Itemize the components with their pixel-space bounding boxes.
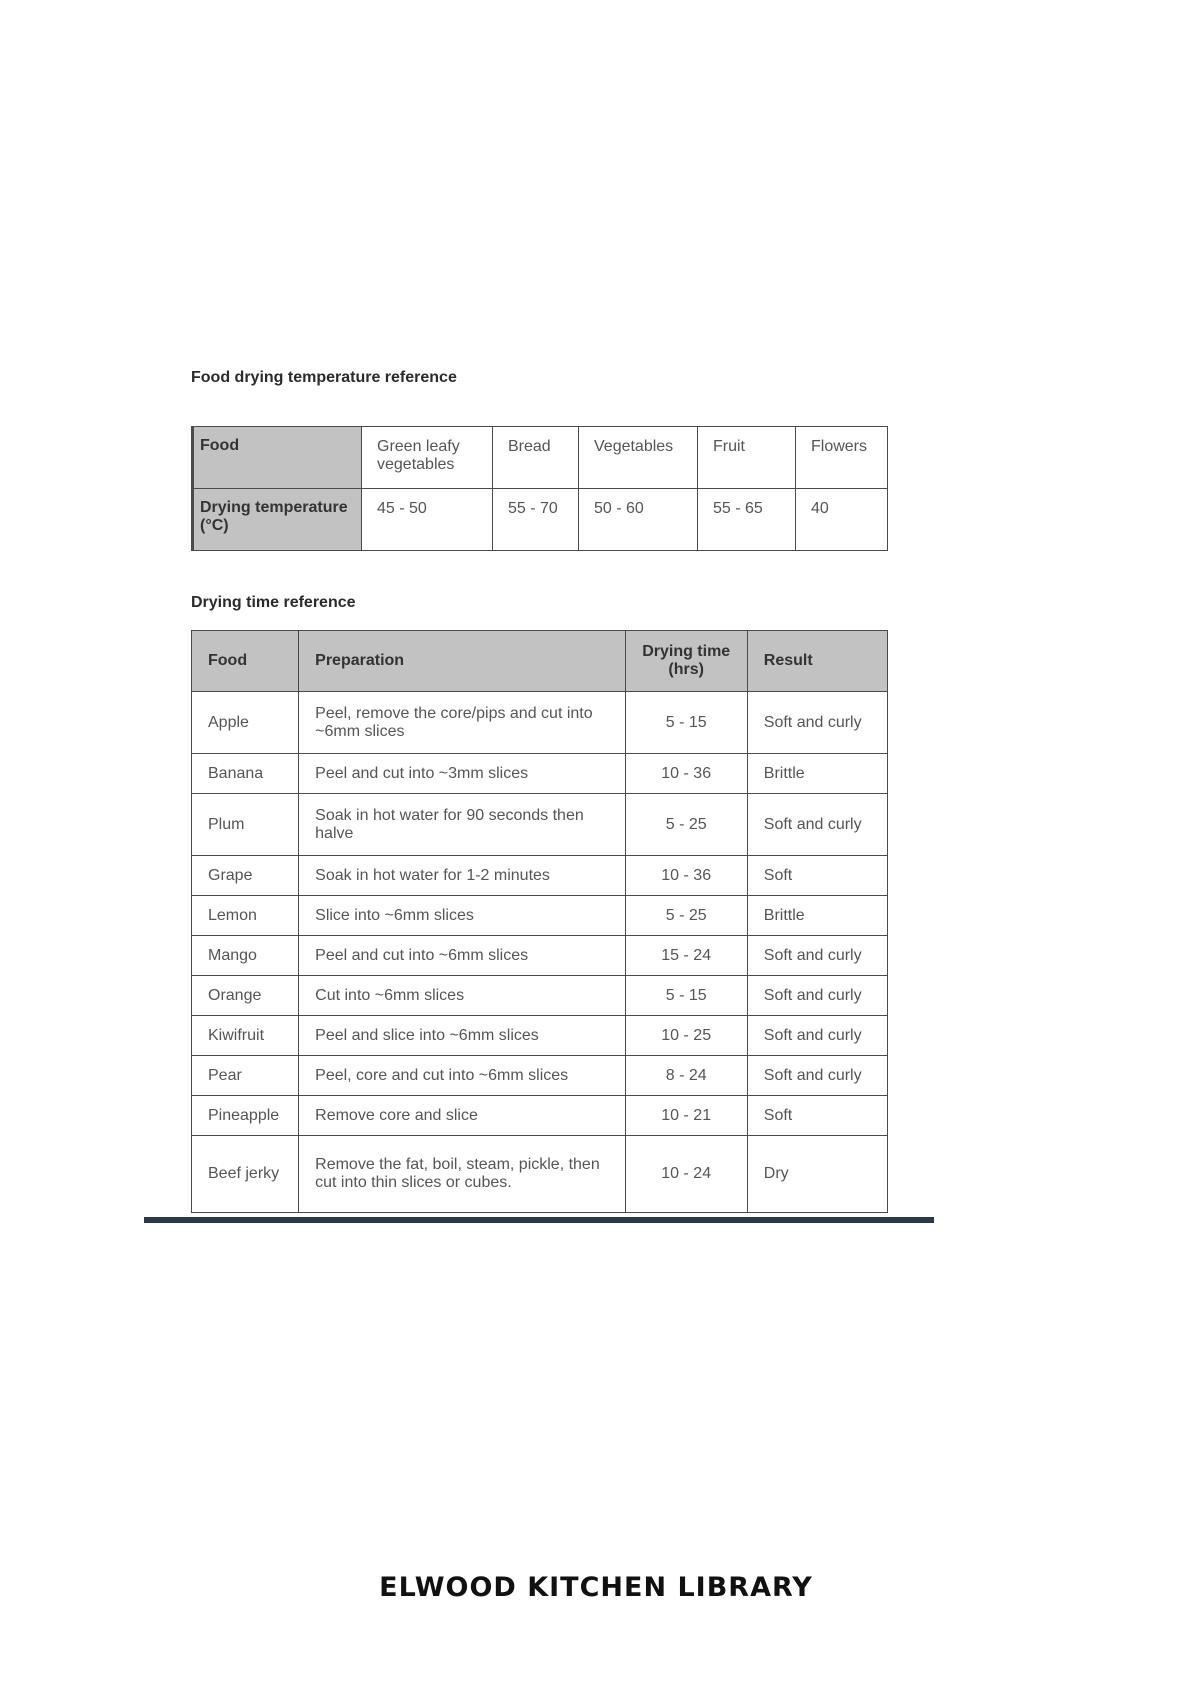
table-row (192, 936, 888, 976)
result-cell: Brittle (747, 896, 887, 936)
temperature-reference-title: Food drying temperature reference (191, 369, 457, 386)
table-row (192, 1056, 888, 1096)
food-cell: Apple (192, 692, 299, 754)
preparation-cell: Peel and slice into ~6mm slices (299, 1016, 625, 1056)
table-row (192, 1136, 888, 1213)
result-cell: Soft (747, 1096, 887, 1136)
preparation-cell: Peel and cut into ~3mm slices (299, 754, 625, 794)
food-row (193, 427, 888, 489)
table-row (192, 692, 888, 754)
drying-time-cell: 10 - 36 (625, 856, 747, 896)
drying-time-cell: 10 - 36 (625, 754, 747, 794)
result-cell: Soft (747, 856, 887, 896)
drying-time-cell: 15 - 24 (625, 936, 747, 976)
drying-time-cell: 10 - 24 (625, 1136, 747, 1213)
temperature-row-label: Drying temperature (°C) (193, 489, 362, 551)
column-header-food: Food (192, 631, 299, 692)
drying-time-table (191, 630, 888, 1213)
preparation-cell: Remove the fat, boil, steam, pickle, then cut into thin slices or cubes. (299, 1136, 625, 1213)
drying-time-cell: 10 - 21 (625, 1096, 747, 1136)
table-row (192, 1016, 888, 1056)
result-cell: Soft and curly (747, 1056, 887, 1096)
temperature-reference-table (191, 426, 888, 551)
drying-time-cell: 5 - 15 (625, 692, 747, 754)
table-row (192, 1096, 888, 1136)
preparation-cell: Cut into ~6mm slices (299, 976, 625, 1016)
preparation-cell: Slice into ~6mm slices (299, 896, 625, 936)
food-cell: Vegetables (579, 427, 698, 489)
table-header-row (192, 631, 888, 692)
temperature-cell: 55 - 70 (493, 489, 579, 551)
table-row (192, 794, 888, 856)
result-cell: Soft and curly (747, 976, 887, 1016)
food-cell: Green leafy vegetables (362, 427, 493, 489)
result-cell: Brittle (747, 754, 887, 794)
temperature-cell: 55 - 65 (698, 489, 796, 551)
result-cell: Soft and curly (747, 692, 887, 754)
food-cell: Pineapple (192, 1096, 299, 1136)
food-cell: Bread (493, 427, 579, 489)
food-cell: Banana (192, 754, 299, 794)
food-cell: Mango (192, 936, 299, 976)
food-cell: Plum (192, 794, 299, 856)
food-cell: Orange (192, 976, 299, 1016)
divider-bar (144, 1217, 934, 1223)
food-cell: Pear (192, 1056, 299, 1096)
food-cell: Flowers (796, 427, 888, 489)
drying-time-cell: 10 - 25 (625, 1016, 747, 1056)
food-cell: Grape (192, 856, 299, 896)
drying-time-cell: 5 - 25 (625, 794, 747, 856)
result-cell: Soft and curly (747, 936, 887, 976)
elwood-kitchen-library-logo: ELWOOD KITCHEN LIBRARY (379, 1572, 813, 1603)
food-cell: Kiwifruit (192, 1016, 299, 1056)
table-row (192, 896, 888, 936)
preparation-cell: Remove core and slice (299, 1096, 625, 1136)
drying-time-cell: 5 - 25 (625, 896, 747, 936)
food-cell: Lemon (192, 896, 299, 936)
food-cell: Fruit (698, 427, 796, 489)
preparation-cell: Soak in hot water for 90 seconds then halve (299, 794, 625, 856)
preparation-cell: Soak in hot water for 1-2 minutes (299, 856, 625, 896)
table-row (192, 976, 888, 1016)
temperature-row (193, 489, 888, 551)
drying-time-cell: 5 - 15 (625, 976, 747, 1016)
table-row (192, 754, 888, 794)
preparation-cell: Peel, remove the core/pips and cut into ~6mm slices (299, 692, 625, 754)
result-cell: Dry (747, 1136, 887, 1213)
temperature-cell: 45 - 50 (362, 489, 493, 551)
food-row-label: Food (193, 427, 362, 489)
table-row (192, 856, 888, 896)
temperature-cell: 40 (796, 489, 888, 551)
drying-time-cell: 8 - 24 (625, 1056, 747, 1096)
column-header-drying-time: Drying time (hrs) (625, 631, 747, 692)
food-cell: Beef jerky (192, 1136, 299, 1213)
temperature-cell: 50 - 60 (579, 489, 698, 551)
column-header-preparation: Preparation (299, 631, 625, 692)
column-header-result: Result (747, 631, 887, 692)
drying-time-reference-title: Drying time reference (191, 594, 356, 611)
result-cell: Soft and curly (747, 1016, 887, 1056)
result-cell: Soft and curly (747, 794, 887, 856)
preparation-cell: Peel, core and cut into ~6mm slices (299, 1056, 625, 1096)
preparation-cell: Peel and cut into ~6mm slices (299, 936, 625, 976)
